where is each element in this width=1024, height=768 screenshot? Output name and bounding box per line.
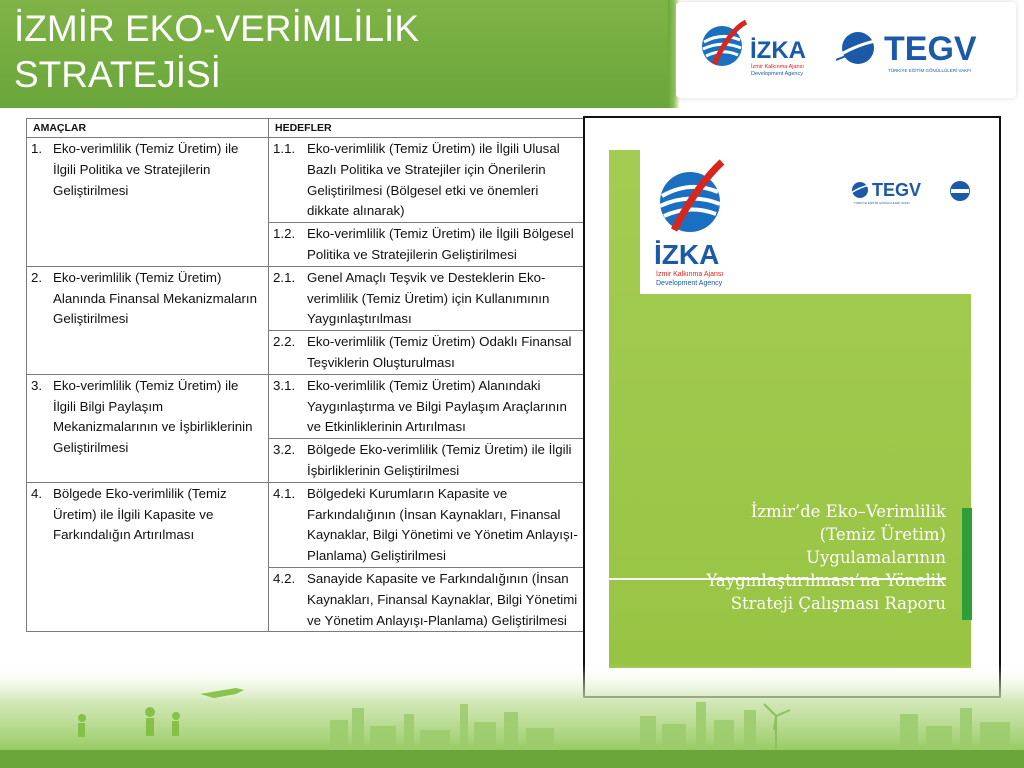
target-text: Bölgede Eko-verimlilik (Temiz Üretim) ile İlgili İşbirliklerinin Geliştirilmesi	[307, 442, 572, 478]
target-text: Genel Amaçlı Teşvik ve Desteklerin Eko-verimlilik (Temiz Üretim) için Kullanımının Yaygınlaştırılması	[307, 269, 550, 327]
report-title: İzmir’de Eko–Verimlilik (Temiz Üretim) Uygulamalarının Yaygınlaştırılması’na Yönelik Strateji Çalışması Raporu	[706, 502, 946, 613]
target-text: Eko-verimlilik (Temiz Üretim) ile İlgili Ulusal Bazlı Politika ve Stratejiler için Önerilerin Geliştirilmesi (Bölgesel etki ve önemleri dikkate alınarak)	[307, 141, 560, 219]
goal-text: Eko-verimlilik (Temiz Üretim) ile İlgili Bilgi Paylaşım Mekanizmalarının ve İşbirliklerinin Geliştirilmesi	[53, 377, 253, 456]
target-cell	[269, 482, 585, 567]
table-header-row	[27, 119, 585, 138]
goal-cell	[27, 266, 269, 374]
tegv-logo-text: TEGV	[884, 30, 977, 68]
table-row	[27, 266, 585, 330]
target-number: 4.2.	[273, 570, 296, 586]
goal-text: Eko-verimlilik (Temiz Üretim) ile İlgili Politika ve Stratejilerin Geliştirilmesi	[53, 141, 239, 198]
target-text: Eko-verimlilik (Temiz Üretim) Odaklı Finansal Teşviklerin Oluşturulması	[307, 334, 572, 370]
bottom-decoration	[0, 664, 1024, 768]
table-row	[27, 482, 585, 567]
target-number: 4.1.	[273, 485, 296, 501]
target-cell	[269, 138, 585, 223]
slide-title: İZMİR EKO-VERİMLİLİK STRATEJİSİ	[14, 8, 420, 95]
target-text: Bölgedeki Kurumların Kapasite ve Farkındalığının (İnsan Kaynakları, Finansal Kaynaklar, Bilgi Yönetimi ve Yönetim Anlayışı-Planlama) Geliştirilmesi	[307, 485, 578, 564]
target-text: Sanayide Kapasite ve Farkındalığının (İnsan Kaynakları, Finansal Kaynaklar, Bilgi Yönetimi ve Yönetim Anlayışı-Planlama) Geliştirilmesi	[307, 570, 578, 628]
goal-cell	[27, 374, 269, 482]
goal-number: 1.	[31, 141, 43, 156]
cover-tegv-logo	[850, 178, 972, 206]
cover-izka-sub1: İzmir Kalkınma Ajansı	[656, 271, 724, 278]
izka-globe-icon	[702, 22, 746, 66]
target-cell	[269, 567, 585, 631]
target-number: 3.2.	[273, 442, 296, 458]
target-cell	[269, 223, 585, 267]
goal-text: Eko-verimlilik (Temiz Üretim) Alanında Finansal Mekanizmaların Geliştirilmesi	[53, 269, 257, 327]
goal-number: 4.	[31, 485, 43, 501]
goal-text: Bölgede Eko-verimlilik (Temiz Üretim) ile İlgili Kapasite ve Farkındalığın Artırılması	[53, 485, 227, 543]
target-text: Eko-verimlilik (Temiz Üretim) ile İlgili Bölgesel Politika ve Stratejilerin Geliştirilmesi	[307, 226, 574, 262]
cover-seal-icon	[950, 181, 970, 201]
tegv-globe-icon	[836, 32, 880, 64]
target-number: 1.1.	[273, 141, 296, 156]
column-header-targets: HEDEFLER	[269, 119, 585, 138]
tegv-logo	[836, 26, 996, 78]
target-cell	[269, 439, 585, 483]
strategy-table	[26, 118, 585, 632]
target-cell	[269, 331, 585, 375]
target-number: 3.1.	[273, 377, 296, 393]
izka-logo-sub1: İzmir Kalkınma Ajansı	[751, 64, 804, 70]
column-header-goals: AMAÇLAR	[27, 119, 269, 138]
table-row	[27, 374, 585, 438]
target-number: 2.2.	[273, 334, 296, 350]
table-row	[27, 138, 585, 223]
target-number: 1.2.	[273, 226, 296, 242]
cover-tegv-sub: TÜRKİYE EĞİTİM GÖNÜLLÜLERİ VAKFI	[854, 201, 910, 205]
target-cell	[269, 374, 585, 438]
goal-cell	[27, 482, 269, 632]
cover-accent-bar	[962, 508, 972, 620]
tegv-logo-sub: TÜRKİYE EĞİTİM GÖNÜLLÜLERİ VAKFI	[888, 68, 972, 73]
izka-logo	[700, 18, 820, 80]
cover-tegv-globe-icon	[851, 182, 870, 198]
goal-cell	[27, 138, 269, 267]
goal-number: 2.	[31, 269, 43, 285]
header	[0, 0, 1024, 108]
goal-number: 3.	[31, 377, 43, 393]
cover-izka-logo	[652, 158, 752, 290]
target-cell	[269, 266, 585, 330]
cover-izka-globe-icon	[660, 162, 722, 232]
cover-izka-sub2: Development Agency	[656, 280, 723, 287]
cover-izka-text: İZKA	[654, 239, 720, 270]
target-text: Eko-verimlilik (Temiz Üretim) Alanındaki Yaygınlaştırma ve Bilgi Paylaşım Araçlarının ve Etkinliklerinin Artırılması	[307, 377, 567, 435]
izka-logo-text: İZKA	[750, 37, 806, 64]
cover-tegv-text: TEGV	[872, 180, 922, 200]
target-number: 2.1.	[273, 269, 296, 285]
izka-logo-sub2: Development Agency	[751, 71, 803, 77]
